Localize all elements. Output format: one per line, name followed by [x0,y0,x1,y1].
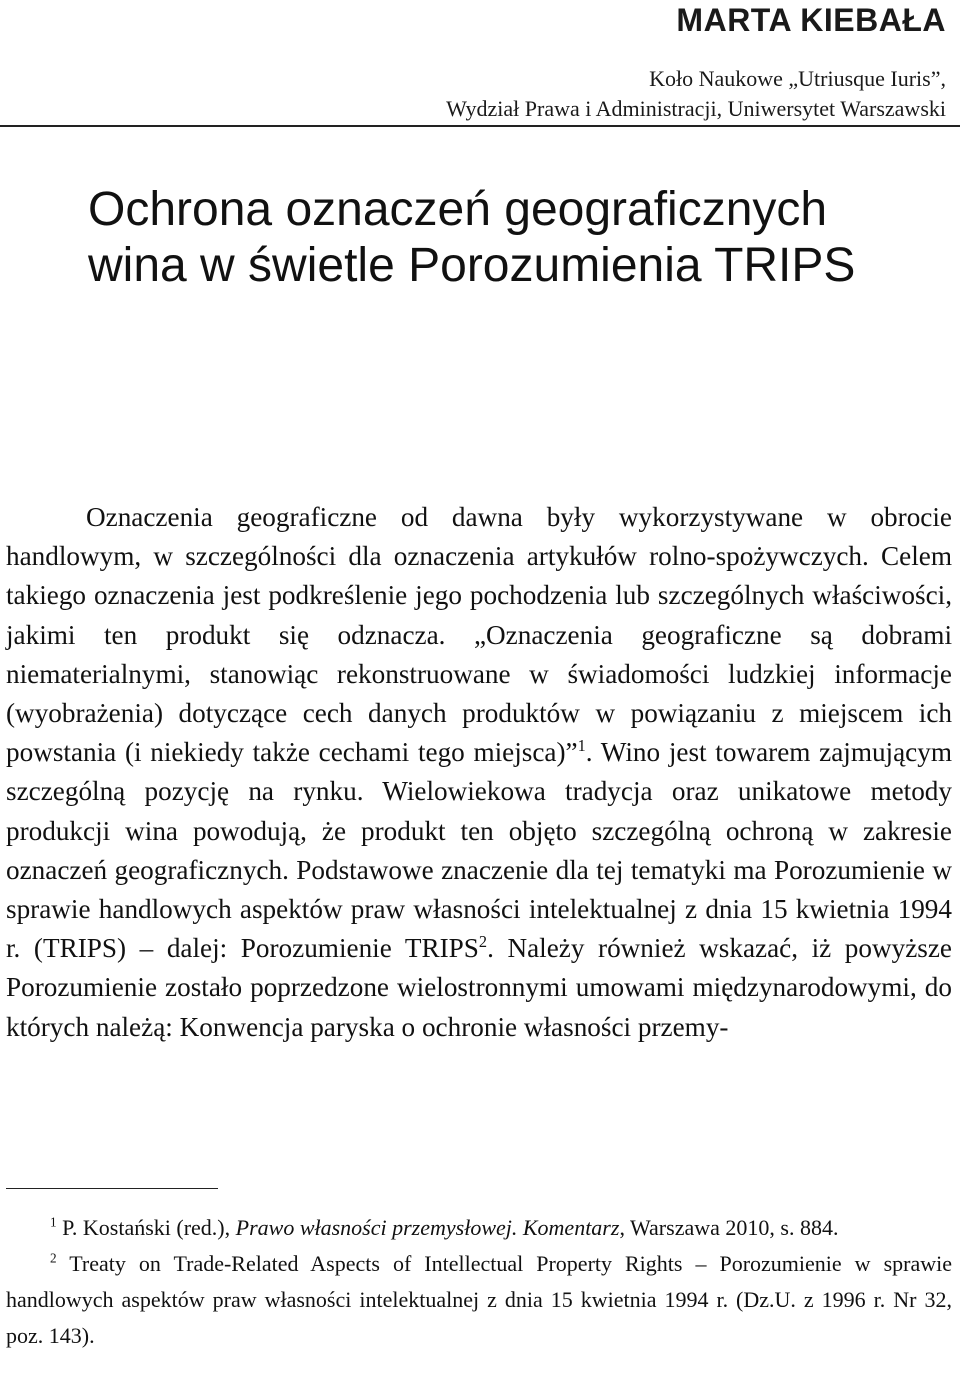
footnote-1 [6,1210,952,1246]
paragraph-part-3: . Należy również wskazać, iż powyższe Porozumienie zostało poprzedzone wielostronnymi umowami międzynarodowymi, do których należą: Konwencja paryska o ochronie własności przemy- [6,933,952,1042]
affiliation-line-2: Wydział Prawa i Administracji, Uniwersytet Warszawski [446,96,946,121]
footnote-ref-2[interactable]: 2 [478,932,488,952]
footnote-2 [6,1246,952,1354]
affiliation-line-1: Koło Naukowe „Utriusque Iuris”, [649,66,946,91]
header-divider [0,125,960,127]
footnote-1-book-title: Prawo własności przemysłowej. Komentarz [235,1215,620,1240]
footnote-1-text-after: , Warszawa 2010, s. 884. [619,1215,839,1240]
footnote-1-number: 1 [50,1214,57,1230]
footnotes [6,1210,952,1354]
paragraph-part-1: Oznaczenia geograficzne od dawna były wykorzystywane w obrocie handlowym, w szczególności dla oznaczenia artykułów rolno-spożywczych. Celem takiego oznaczenia jest podkreślenie jego pochodzenia lub szczególnych właściwości, jakimi ten produkt się odznacza. „Oznaczenia geograficzne są dobrami niematerialnymi, stanowiąc rekonstruowane w świadomości ludzkiej informacje (wyobrażenia) dotyczące cech danych produktów w powiązaniu z miejscem ich powstania (i niekiedy także cechami tego miejsca)” [6,502,952,768]
paragraph-part-2: . Wino jest towarem zajmującym szczególną pozycję na rynku. Wielowiekowa tradycja oraz unikatowe metody produkcji wina powodują, że produkt ten objęto szczególną ochroną w zakresie oznaczeń geograficznych. Podstawowe znaczenie dla tej tematyki ma Porozumienie w sprawie handlowych aspektów praw własności intelektualnej z dnia 15 kwietnia 1994 r. (TRIPS) – dalej: Porozumienie TRIPS [6,737,952,964]
title-line-2: wina w świetle Porozumienia TRIPS [88,239,856,292]
author-affiliation [146,64,946,124]
footnote-2-text: Treaty on Trade-Related Aspects of Intellectual Property Rights – Porozumienie w sprawie handlowych aspektów praw własności intelektualnej z dnia 15 kwietnia 1994 r. (Dz.U. z 1996 r. Nr 32, poz. 143). [6,1251,952,1348]
footnote-2-number: 2 [50,1250,57,1266]
footnote-ref-1[interactable]: 1 [577,736,586,756]
article-title [88,182,948,294]
author-name: MARTA KIEBAŁA [676,2,946,38]
body-paragraph [6,498,952,1047]
footnote-1-text-before: P. Kostański (red.), [56,1215,236,1240]
footnote-separator [6,1188,218,1189]
title-line-1: Ochrona oznaczeń geograficznych [88,183,828,236]
